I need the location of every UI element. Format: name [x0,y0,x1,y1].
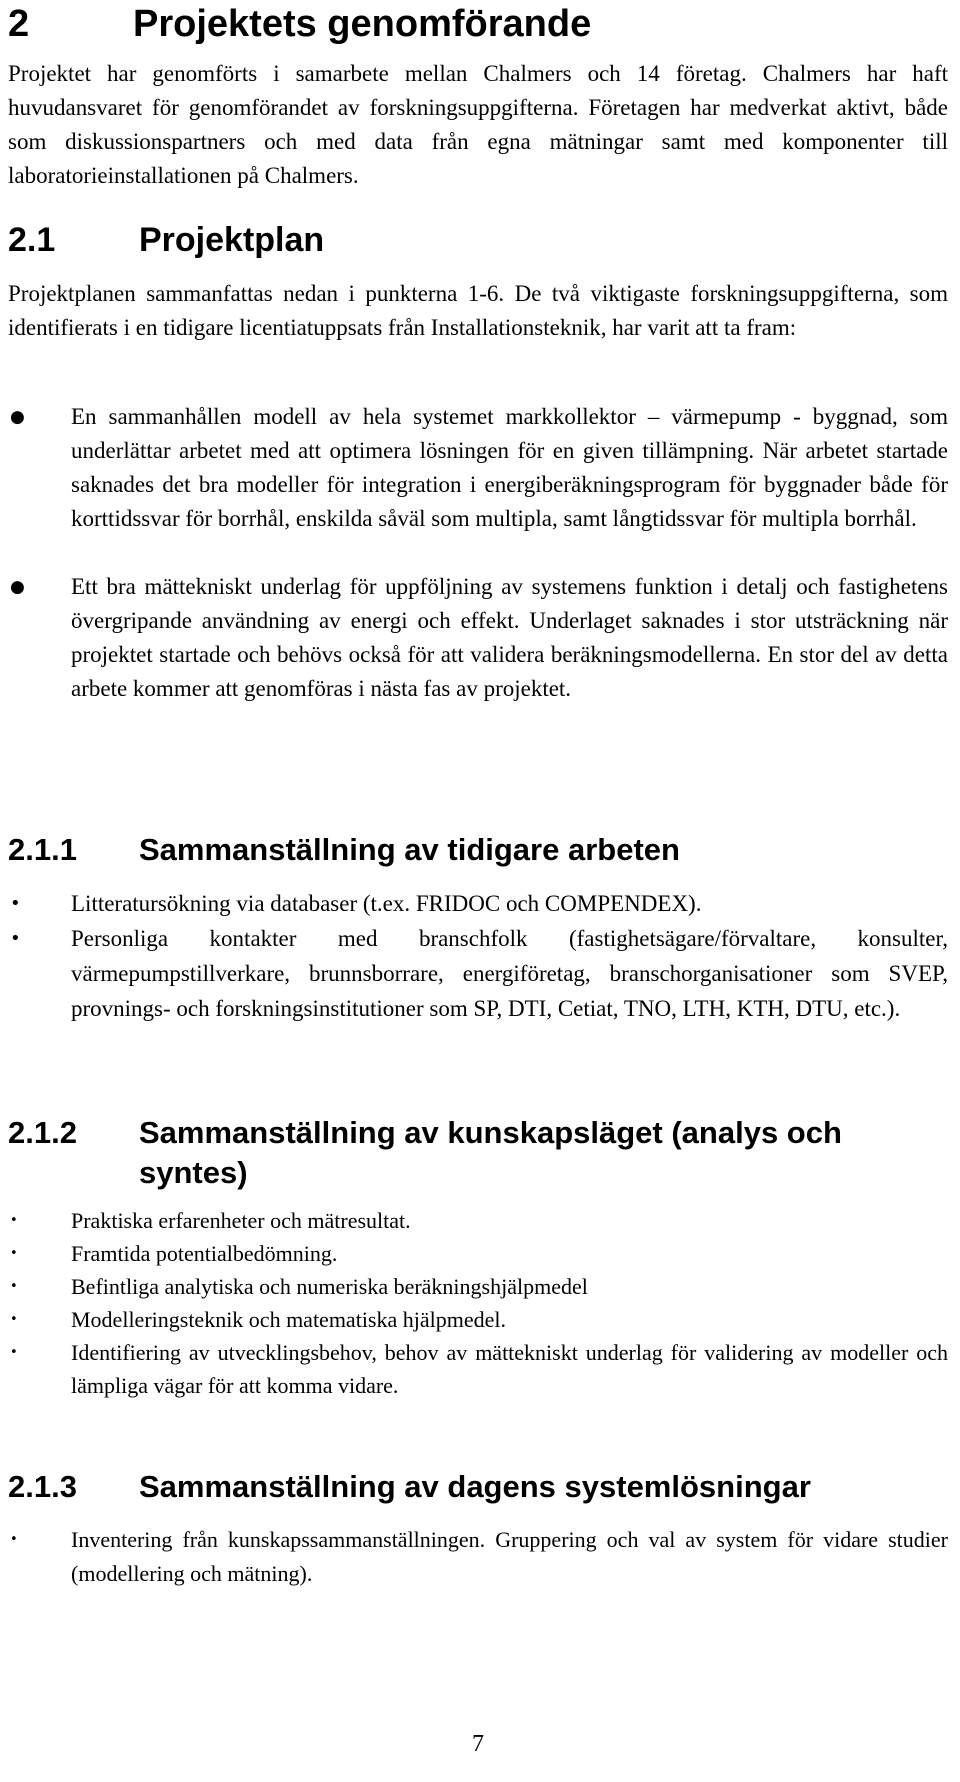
bullet-icon: ● [10,407,25,427]
list-item [8,1523,948,1591]
list-item [8,1270,948,1303]
bullet-icon: • [10,1279,18,1294]
bullet-icon: • [10,1312,18,1327]
list-item-text: Modelleringsteknik och matematiska hjälpmedel. [71,1307,506,1332]
bullet-icon: • [10,1246,18,1261]
list-item-text: Identifiering av utvecklingsbehov, behov av mättekniskt underlag för validering av modeller och lämpliga vägar för att komma vidare. [71,1340,948,1398]
chapter-title: Projektets genomförande [133,3,592,45]
section-title: Projektplan [139,221,325,259]
section-heading-2-1-2 [8,1113,948,1193]
section-title: Sammanställning av kunskapsläget (analys och syntes) [139,1115,842,1190]
section-number: 2.1.3 [8,1469,77,1504]
bullet-icon: ● [10,577,25,597]
list-item [8,570,948,706]
section-title: Sammanställning av dagens systemlösningar [139,1469,811,1504]
section-number: 2.1 [8,221,56,259]
list-item [8,886,948,921]
research-tasks-list [8,400,948,740]
document-page [8,0,948,1782]
list-item [8,1237,948,1270]
bullet-icon: • [10,928,21,949]
list-item-text: En sammanhållen modell av hela systemet markkollektor – värmepump - byggnad, som underlättar arbetet med att optimera lösningen för en given tillämpning. När arbetet startade saknades det bra modeller för integration i energiberäkningsprogram för byggnader både för korttidssvar för borrhål, enskilda såväl som multipla, samt långtidssvar för multipla borrhål. [71,404,948,531]
list-item-text: Inventering från kunskapssammanställningen. Gruppering och val av system för vidare studier (modellering och mätning). [71,1527,948,1586]
bullet-icon: • [10,893,21,914]
section-heading-2-1 [8,220,948,260]
system-solutions-list [8,1523,948,1591]
projektplan-paragraph: Projektplanen sammanfattas nedan i punkterna 1-6. De två viktigaste forskningsuppgifterna, som identifierats i en tidigare licentiatuppsats från Installationsteknik, har varit att ta fram: [8,281,948,340]
list-item [8,400,948,536]
list-item [8,1336,948,1402]
list-item [8,1204,948,1237]
knowledge-status-list [8,1204,948,1402]
section-number: 2.1.2 [8,1115,77,1150]
chapter-heading [8,2,948,46]
list-item-text: Framtida potentialbedömning. [71,1241,338,1266]
section-number: 2.1.1 [8,832,77,867]
section-heading-2-1-1 [8,830,948,870]
list-item [8,1303,948,1336]
bullet-icon: • [10,1213,18,1228]
chapter-number: 2 [8,3,30,45]
bullet-icon: • [10,1345,18,1360]
section-title: Sammanställning av tidigare arbeten [139,832,680,867]
chapter-intro-paragraph: Projektet har genomförts i samarbete mellan Chalmers och 14 företag. Chalmers har haft huvudansvaret för genomförandet av forskningsuppgifterna. Företagen har medverkat aktivt, både som diskussionspartners och med data från egna mätningar samt med komponenter till laboratorieinstallationen på Chalmers. [8,61,948,188]
list-item [8,921,948,1026]
previous-work-list [8,886,948,1026]
page-number: 7 [472,1731,484,1757]
list-item-text: Personliga kontakter med branschfolk (fastighetsägare/förvaltare, konsulter, värmepumpstillverkare, brunnsborrare, energiföretag, branschorganisationer som SVEP, provnings- och forskningsinstitutioner som SP, DTI, Cetiat, TNO, LTH, KTH, DTU, etc.). [71,926,948,1021]
list-item-text: Ett bra mättekniskt underlag för uppföljning av systemens funktion i detalj och fastighetens övergripande användning av energi och effekt. Underlaget saknades i stor utsträckning när projektet startade och behövs också för att validera beräkningsmodellerna. En stor del av detta arbete kommer att genomföras i nästa fas av projektet. [71,574,948,701]
list-item-text: Befintliga analytiska och numeriska beräkningshjälpmedel [71,1274,588,1299]
bullet-icon: • [10,1532,18,1547]
section-heading-2-1-3 [8,1467,948,1507]
list-item-text: Praktiska erfarenheter och mätresultat. [71,1208,411,1233]
list-item-text: Litteratursökning via databaser (t.ex. FRIDOC och COMPENDEX). [71,891,702,916]
